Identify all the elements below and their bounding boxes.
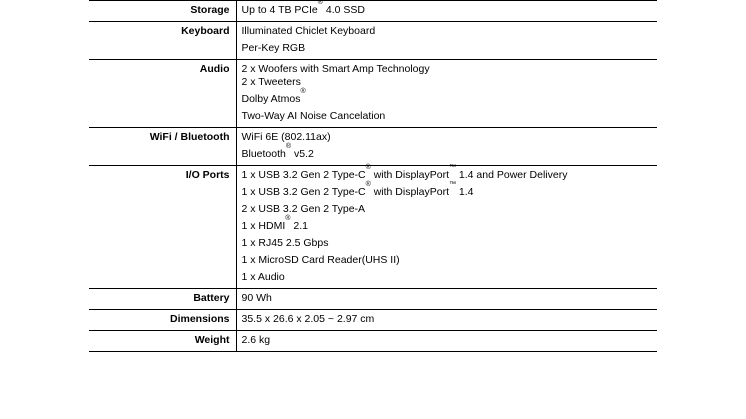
trademark-mark: ® [285, 215, 291, 222]
spec-value-text: 90 Wh [241, 292, 272, 304]
spec-label-cell [89, 166, 236, 289]
spec-value-text: Per-Key RGB [241, 42, 306, 54]
spec-table-body [89, 1, 657, 352]
spec-label: Audio [199, 63, 230, 75]
spec-label-cell [89, 1, 236, 22]
spec-label: Keyboard [181, 25, 230, 37]
spec-value-line [242, 289, 658, 309]
spec-label-cell [89, 22, 236, 60]
spec-value-text: WiFi 6E (802.11ax) [241, 131, 331, 143]
spec-row [89, 60, 657, 128]
spec-value-text: 1 x USB 3.2 Gen 2 Type-C [241, 186, 366, 198]
spec-value-text: 1 x Audio [241, 271, 285, 283]
spec-value-text: 1 x HDMI [241, 220, 286, 232]
spec-value-text: 1 x MicroSD Card Reader(UHS II) [241, 254, 400, 266]
spec-row [89, 331, 657, 352]
spec-value-cell [236, 1, 657, 22]
spec-label-cell [89, 60, 236, 128]
spec-value-line [242, 22, 658, 42]
trademark-mark: ® [317, 0, 323, 6]
spec-value-cell [236, 310, 657, 331]
spec-row [89, 22, 657, 60]
trademark-mark: ® [300, 88, 306, 95]
spec-value-cell [236, 128, 657, 166]
spec-value-text: Two-Way AI Noise Cancelation [241, 110, 386, 122]
spec-value-line [242, 310, 658, 330]
trademark-mark: ® [285, 143, 292, 150]
spec-value-line [242, 271, 658, 288]
spec-value-line [242, 237, 658, 254]
spec-label-cell [89, 310, 236, 331]
spec-value-text: with DisplayPort [370, 169, 449, 181]
spec-value-text: 4.0 SSD [322, 4, 365, 16]
spec-label-cell [89, 331, 236, 352]
spec-value-line [242, 60, 658, 76]
spec-value-line [241, 215, 658, 237]
spec-value-text: Bluetooth [241, 148, 286, 160]
trademark-mark: ™ [449, 164, 456, 171]
spec-value-line [242, 110, 658, 127]
spec-value-cell [236, 60, 657, 128]
spec-value-line [242, 42, 658, 59]
spec-label-cell [89, 289, 236, 310]
spec-value-line [241, 88, 658, 110]
spec-row [89, 128, 657, 166]
spec-value-cell [236, 166, 657, 289]
spec-value-text: Illuminated Chiclet Keyboard [241, 25, 376, 37]
spec-value-text: 2 x Tweeters [241, 76, 301, 88]
spec-value-text: 35.5 x 26.6 x 2.05 ~ 2.97 cm [241, 313, 375, 325]
spec-value-text: 1.4 and Power Delivery [456, 169, 568, 181]
spec-value-line [241, 143, 658, 165]
spec-value-text: 1.4 [456, 186, 474, 198]
spec-label: I/O Ports [185, 169, 230, 181]
spec-row [89, 1, 657, 22]
spec-value-cell [236, 22, 657, 60]
trademark-mark: ™ [449, 181, 456, 188]
trademark-mark: ® [365, 181, 371, 188]
spec-value-line [242, 128, 658, 148]
spec-value-text: with DisplayPort [370, 186, 449, 198]
spec-table [89, 0, 657, 352]
spec-label: Dimensions [169, 313, 230, 325]
spec-value-text: 2.1 [290, 220, 308, 232]
spec-value-text: 1 x USB 3.2 Gen 2 Type-C [241, 169, 366, 181]
spec-row [89, 166, 657, 289]
spec-label-cell [89, 128, 236, 166]
spec-value-text: 2 x Woofers with Smart Amp Technology [241, 63, 430, 75]
spec-row [89, 289, 657, 310]
spec-label: Battery [193, 292, 230, 304]
spec-value-text: Dolby Atmos [241, 93, 301, 105]
spec-value-text: 1 x RJ45 2.5 Gbps [241, 237, 329, 249]
spec-value-line [241, 181, 658, 203]
spec-value-cell [236, 289, 657, 310]
spec-value-text: v5.2 [291, 148, 314, 160]
spec-value-line [242, 203, 658, 220]
spec-value-text: 2 x USB 3.2 Gen 2 Type-A [241, 203, 366, 215]
spec-value-text: Up to 4 TB PCIe [241, 4, 318, 16]
spec-label: Weight [194, 334, 230, 346]
spec-value-cell [236, 331, 657, 352]
spec-label: Storage [190, 4, 230, 16]
spec-row [89, 310, 657, 331]
spec-value-text: 2.6 kg [241, 334, 271, 346]
spec-value-line [242, 254, 658, 271]
spec-value-line [242, 1, 658, 21]
spec-label: WiFi / Bluetooth [149, 131, 230, 143]
spec-value-line [242, 331, 658, 351]
trademark-mark: ® [365, 164, 371, 171]
